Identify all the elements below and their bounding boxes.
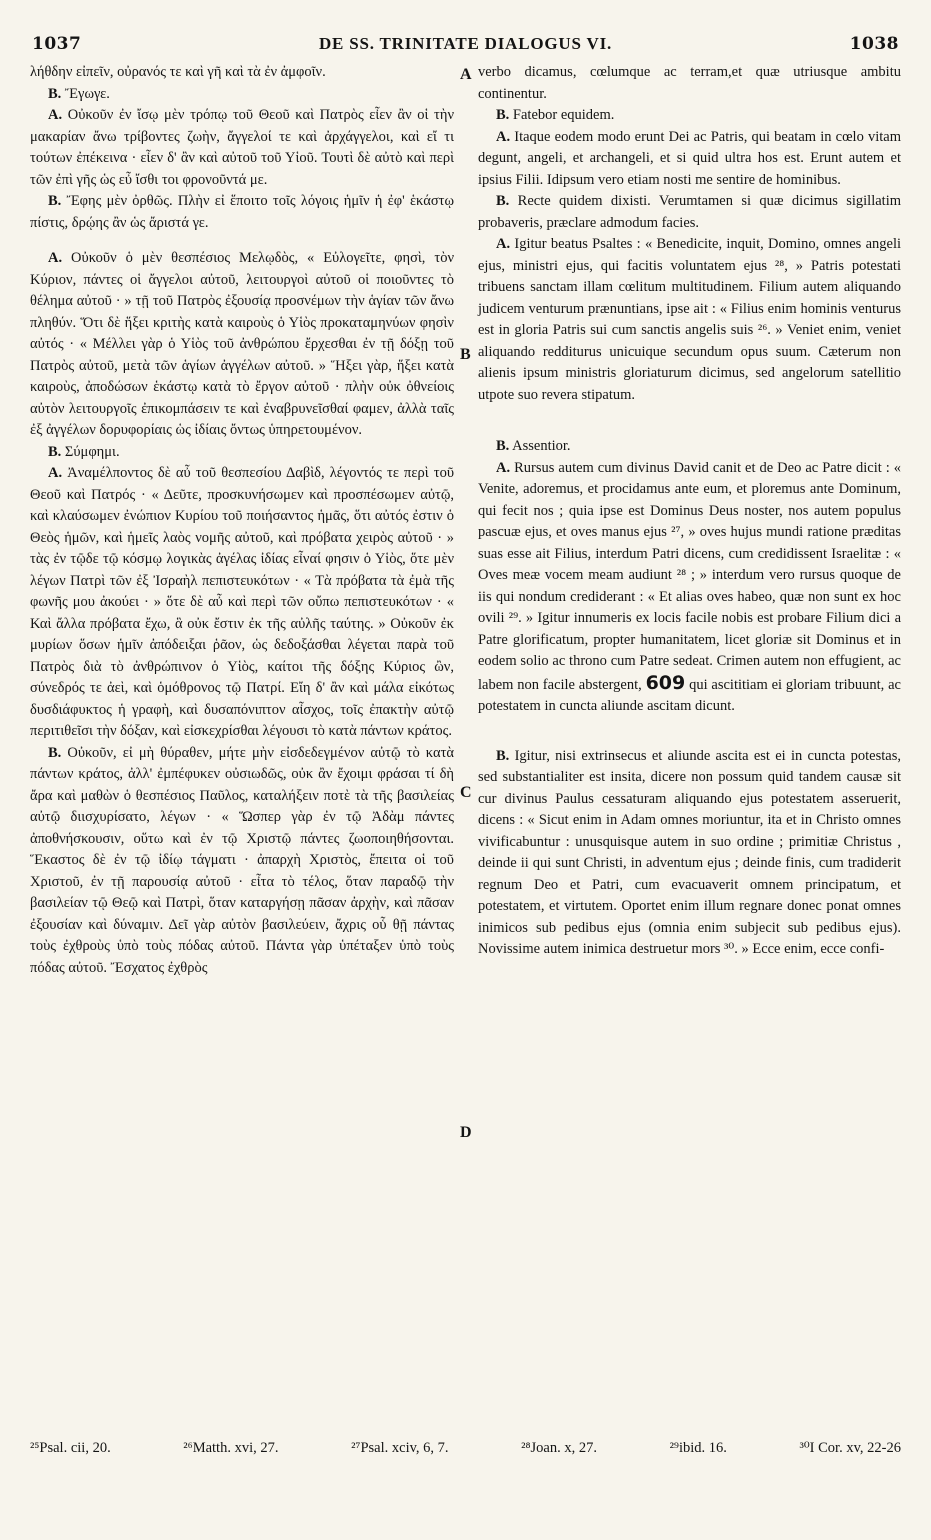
latin-paragraph: verbo dicamus, cœlumque ac terram,et quæ utriusque ambitu continentur.: [478, 64, 901, 102]
greek-paragraph: B. Σύμφημι.: [48, 443, 120, 460]
latin-paragraph: A. Rursus autem cum divinus David canit et de Deo ac Patre dicit : « Venite, adoremus, et procidamus ante eum, et ploremus ante Dominum, qui fecit nos ; quia ipse est Dominus Deus noster, nos autem populus pascuæ ejus, et oves manus ejus ²⁷, » oves hujus mundi ratione præditas suas esse ait Filius, interdum Patri dicens, cum credidissent Israelitæ : « Oves meæ vocem meam audiunt ²⁸ ; » interdum vero rursus quoque de iis qui nondum crediderant : « Et alias oves habeo, quæ non sunt ex hoc ovili ²⁹. » Igitur innumeris ex locis facile nobis est probare Filium dici a Patre glorificatum, propter humanitatem, licet gloriæ sit Dominus et in eodem solio ac throno cum Patre sedeat. Crimen autem non effugient, ac labem non facile abstergent, 609 qui ascititiam ei gloriam tribuunt, ac potestatem in cuncta aliunde ascitam dicunt.: [478, 459, 902, 714]
greek-column: [30, 62, 454, 979]
margin-marker-c: C: [460, 784, 472, 801]
footnote: ²⁹ibid. 16.: [669, 1440, 727, 1456]
margin-marker-a: A: [460, 66, 472, 83]
running-header: [30, 34, 901, 64]
running-title: DE SS. TRINITATE DIALOGUS VI.: [318, 34, 613, 53]
footnote: ²⁸Joan. x, 27.: [521, 1440, 597, 1456]
margin-marker-b: B: [460, 346, 471, 363]
page: [30, 30, 901, 1510]
latin-paragraph: B. Recte quidem dixisti. Verumtamen si quæ dicimus sigillatim probaveris, præclare admodum facies.: [478, 193, 901, 231]
footnote: ²⁵Psal. cii, 20.: [30, 1440, 111, 1456]
footnote: ³⁰I Cor. xv, 22-26: [799, 1440, 901, 1456]
latin-paragraph: A. Itaque eodem modo erunt Dei ac Patris, qui beatam in cœlo vitam degunt, angeli, et archangeli, et si quid ultra hos est. Erunt autem et ipsius Filii. Idipsum vero etiam nosti me sentire de hominibus.: [478, 128, 901, 188]
latin-paragraph: A. Igitur beatus Psaltes : « Benedicite, inquit, Domino, omnes angeli ejus, ministri ejus, qui facitis voluntatem ejus ²⁸, » Patris potestati tribuens sanctam illam cœlitum multitudinem. Filium autem aliquando judicem venturum prænuntians, ipse ait : « Filius enim hominis venturus est in gloria Patris sui cum sanctis angelis suis ²⁶. » Veniet enim, veniet aliquando redditurus unicuique secundum opus suum. Cæterum non alienis ipsum ministris gloriaturum dicimus, sed angelorum satellitio utpote suo revera stipatum.: [478, 236, 902, 403]
greek-paragraph: A. Οὐκοῦν ἐν ἴσῳ μὲν τρόπῳ τοῦ Θεοῦ καὶ Πατρὸς εἶεν ἂν οἱ τὴν μακαρίαν ἄνω τρίβοντες ζωὴν, ἄγγελοί τε καὶ ἀρχάγγελοι, καὶ εἴ τι τούτων ἐπέκεινα · εἶεν δ' ἂν καὶ αὐτοῦ τοῦ Υἱοῦ. Τουτὶ δὲ αὐτὸ καὶ περὶ τῶν ἐπὶ γῆς ὡς εὖ ἴσθι τοι φρονοῦντά με.: [30, 107, 455, 188]
column-number: 609: [645, 671, 686, 694]
page-number-left: 1037: [32, 34, 82, 54]
greek-paragraph: B. Ἔφης μὲν ὀρθῶς. Πλὴν εἰ ἕποιτο τοῖς λόγοις ἡμῖν ἡ ἐφ' ἑκάστῳ πίστις, δρῴης ἂν ὡς ἄριστά γε.: [30, 193, 455, 231]
greek-paragraph: A. Οὐκοῦν ὁ μὲν θεσπέσιος Μελῳδὸς, « Εὐλογεῖτε, φησὶ, τὸν Κύριον, πάντες οἱ ἄγγελοι αὐτοῦ, λειτουργοὶ αὐτοῦ οἱ ποιοῦντες τὸ θέλημα αὐτοῦ · » τῇ τοῦ Πατρὸς ἐξουσίᾳ προσνέμων τὴν ἁγίαν τῶν ἄνω πληθύν. Ὅτι δὲ ἥξει κριτὴς κατὰ καιροὺς ὁ Υἱὸς προκαταμηνύων φησὶν αὐτός · « Μέλλει γὰρ ὁ Υἱὸς τοῦ ἀνθρώπου ἔρχεσθαι ἐν τῇ δόξῃ τοῦ Πατρὸς αὐτοῦ, μετὰ τῶν ἁγίων ἀγγέλων αὐτοῦ. » Ἥξει γὰρ, ἥξει κατὰ καιροὺς, ἀποδώσων ἑκάστῳ κατὰ τὸ ἔργον αὐτοῦ · πλὴν οὐκ ὀθνείοις αὐτὸν λειτουργοῖς ἐπικομπάσειν τε καὶ ἐναβρυνεῖσθαί φαμεν, ἀλλὰ ταῖς ἐξ ἀγγέλων δορυφορίαις ὡς ἰδίαις ὄντως ὑπηρετουμένον.: [30, 250, 454, 438]
greek-paragraph: B. Ἔγωγε.: [48, 85, 110, 102]
greek-paragraph: A. Ἀναμέλποντος δὲ αὖ τοῦ θεσπεσίου Δαβὶδ, λέγοντός τε περὶ τοῦ Θεοῦ καὶ Πατρός · « Δεῦτε, προσκυνήσωμεν καὶ προσπέσωμεν αὐτῷ, καὶ κλαύσωμεν ἐνώπιον Κυρίου τοῦ ποιήσαντος ἡμᾶς, ὅτι αὐτός ἐστιν ὁ Θεὸς ἡμῶν, καὶ ἡμεῖς λαὸς νομῆς αὐτοῦ, καὶ πρόβατα χειρὸς αὐτοῦ · » τὰς ἐν τῷδε τῷ κόσμῳ λογικὰς ἀγέλας ἰδίας εἶναί φησιν ὁ Υἱὸς, ὅτε μὲν λέγων Πατρὶ τῶν ἐξ Ἰσραὴλ πεπιστευκότων · « Τὰ πρόβατα τὰ ἐμὰ τῆς φωνῆς μου ἀκούει · » ὅτε δὲ αὖ καὶ περὶ τῶν οὔπω πεπιστευκότων · « Καὶ ἄλλα πρόβατα ἔχω, ἃ οὐκ ἔστιν ἐκ τῆς αὐλῆς ταύτης. » Οὐκοῦν ἐκ μυρίων ὅσων ἡμῖν ἀπόδειξαι ῥᾶον, ὡς δεδοξάσθαι λέγεται παρὰ τοῦ Πατρὸς διὰ τὸ ἀνθρώπινον ὁ Υἱὸς, καίτοι τῆς δόξης Κύριος ὢν, σύνεδρός τε ἀεὶ, καὶ ὁμόθρονος τῷ Πατρί. Εἴη δ' ἂν καὶ μάλα εἰκότως δυσδιάφυκτος ἡ γραφὴ, καὶ δυσαπόνιπτον αἶσχος, τοῖς ἐπακτὴν αὐτῷ περιτιθεῖσι τὴν δόξαν, καὶ εἰσκεχρίσθαι λέγουσι τὸ κατὰ πάντων κράτος.: [30, 465, 454, 739]
footnotes: [30, 1440, 901, 1457]
margin-marker-d: D: [460, 1124, 472, 1141]
latin-paragraph: B. Assentior.: [496, 438, 571, 454]
footnote: ²⁶Matth. xvi, 27.: [183, 1440, 279, 1456]
latin-column: [478, 62, 901, 961]
latin-paragraph: B. Igitur, nisi extrinsecus et aliunde ascita est ei in cuncta potestas, sed substantialiter est insita, dicere non possum quid tandem causæ sit cur divinus Paulus cessaturam aliquando ejus potestatem asseruerit, dicens : « Sicut enim in Adam omnes moriuntur, ita et in Christo omnes vivificabuntur : unusquisque autem in suo ordine ; primitiæ Christus , deinde ii qui sunt Christi, in adventum ejus ; deinde finis, cum tradiderit regnum Deo et Patri, cum evacuaverit omnem principatum, et potestatem, et virtutem. Oportet enim illum regnare donec ponat omnes inimicos sub pedibus ejus (omnia enim subjecit sub pedibus ejus). Novissime autem inimica destruetur mors ³⁰. » Ecce enim, ecce confi-: [478, 747, 901, 957]
page-number-right: 1038: [849, 34, 899, 54]
latin-paragraph: B. Fatebor equidem.: [496, 107, 615, 123]
greek-paragraph: B. Οὐκοῦν, εἰ μὴ θύραθεν, μήτε μὴν εἰσδεδεγμένον αὐτῷ τὸ κατὰ πάντων κράτος, ἀλλ' ἐμπέφυκεν οὐσιωδῶς, οὐκ ἂν ἔχοιμι φράσαι τί δὴ ἄρα καὶ μαθὼν ὁ θεσπέσιος Παῦλος, καταλήξειν ποτὲ τὰ τῆς βασιλείας αὐτῷ διισχυρίσατο, λέγων · « Ὥσπερ γὰρ ἐν τῷ Ἀδὰμ πάντες ἀποθνήσκουσιν, οὕτω καὶ ἐν τῷ Χριστῷ πάντες ζωοποιηθήσονται. Ἕκαστος δὲ ἐν τῷ ἰδίῳ τάγματι · ἀπαρχὴ Χριστὸς, ἔπειτα οἱ τοῦ Χριστοῦ, ἐν τῇ παρουσίᾳ αὐτοῦ · εἶτα τὸ τέλος, ὅταν παραδῷ τὴν βασιλείαν τῷ Θεῷ καὶ Πατρὶ, ὅταν καταργήσῃ πᾶσαν ἀρχὴν, καὶ πᾶσαν ἐξουσίαν καὶ δύναμιν. Δεῖ γὰρ αὐτὸν βασιλεύειν, ἄχρις οὗ θῇ πάντας τοὺς ἐχθροὺς ὑπὸ τοὺς πόδας αὐτοῦ. Πάντα γὰρ ὑπέταξεν ὑπὸ τοὺς πόδας αὐτοῦ. Ἔσχατος ἐχθρὸς: [30, 744, 454, 976]
greek-paragraph: λήθδην εἰπεῖν, οὐρανός τε καὶ γῆ καὶ τὰ ἐν ἀμφοῖν.: [30, 64, 326, 80]
footnote: ²⁷Psal. xciv, 6, 7.: [351, 1440, 449, 1456]
